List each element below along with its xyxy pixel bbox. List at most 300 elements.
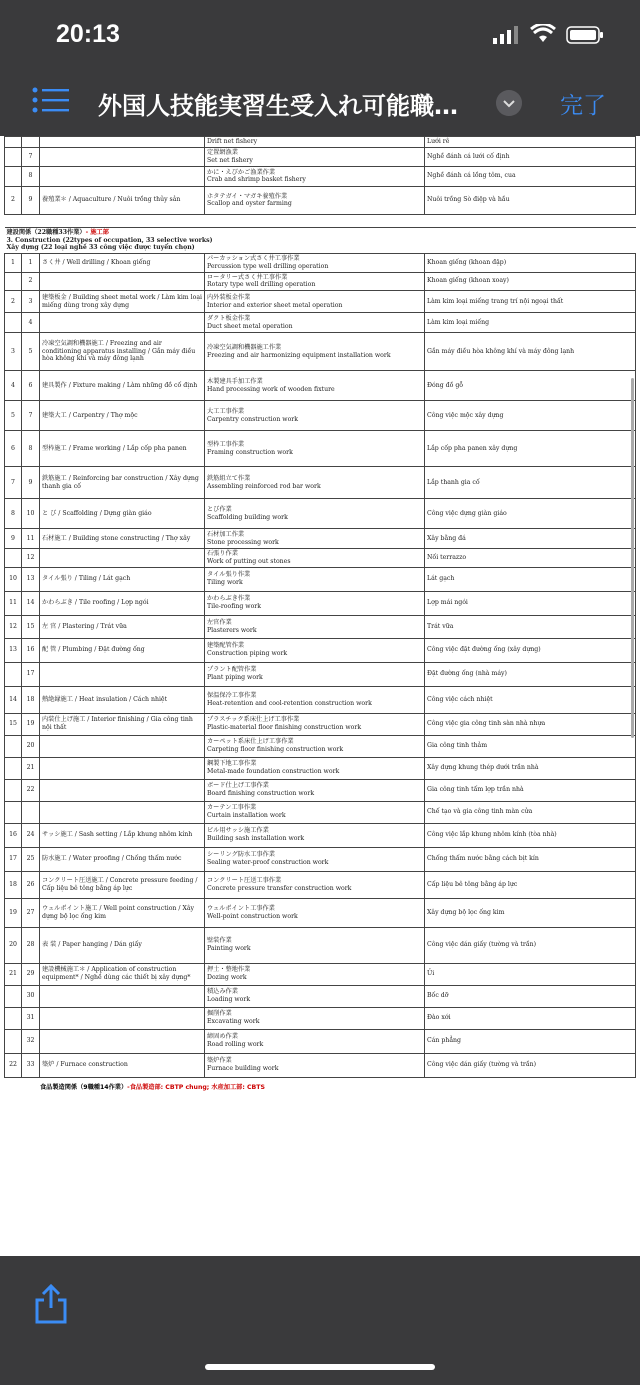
occupation-cell xyxy=(40,898,205,927)
vietnamese-cell: Lát gạch xyxy=(425,567,636,591)
work-name-en: Framing construction work xyxy=(207,448,293,456)
table-row xyxy=(5,898,636,927)
work-cell xyxy=(205,963,425,985)
work-name-en: Plastic-material floor finishing construction work xyxy=(207,724,362,731)
row-number xyxy=(5,549,22,568)
work-name-ja: 型枠工事作業 xyxy=(207,440,245,448)
occupation-cell xyxy=(40,549,205,568)
table-row xyxy=(5,567,636,591)
work-name-en: Sealing water-proof construction work xyxy=(207,859,329,866)
work-number: 13 xyxy=(22,567,40,591)
vietnamese-cell: Lợp mái ngói xyxy=(425,591,636,615)
work-number: 4 xyxy=(22,313,40,333)
work-name-ja: 木製建具手加工作業 xyxy=(207,377,263,385)
section-en: 3. Construction (22types of occupation, 33 selective works) xyxy=(6,236,213,244)
occupation-name: 防水施工 / Water proofing / Chống thấm nước xyxy=(42,855,182,863)
vietnamese-cell: Nghề đánh cá lưới cố định xyxy=(425,147,636,166)
document-title: 外国人技能実習生受入れ可能職… xyxy=(98,92,458,120)
work-number: 15 xyxy=(22,615,40,638)
work-number: 11 xyxy=(22,529,40,549)
work-name-en: Tile-roofing work xyxy=(207,603,262,610)
occupation-cell xyxy=(40,638,205,662)
vietnamese-cell: Xây dựng bộ lọc ống kim xyxy=(425,898,636,927)
occupation-cell xyxy=(40,254,205,273)
work-cell xyxy=(205,529,425,549)
work-number: 18 xyxy=(22,686,40,713)
vietnamese-cell: Bốc dỡ xyxy=(425,985,636,1007)
work-number: 10 xyxy=(22,499,40,529)
wifi-icon xyxy=(530,24,556,44)
work-cell xyxy=(205,147,425,166)
table-row xyxy=(5,985,636,1007)
occupation-name: 建築板金 / Building sheet metal work / Làm kim loại miếng dùng trong xây dựng xyxy=(42,293,203,309)
footer-title: 食品製造関係（9職種14作業） xyxy=(40,1083,128,1091)
occupation-cell xyxy=(40,735,205,757)
vietnamese-cell: Công việc dán giấy (tường và trần) xyxy=(425,927,636,963)
work-cell xyxy=(205,291,425,313)
table-row xyxy=(5,801,636,823)
work-name-en: Hand processing work of wooden fixture xyxy=(207,385,335,393)
row-number xyxy=(5,313,22,333)
row-number xyxy=(5,147,22,166)
occupation-cell xyxy=(40,591,205,615)
work-name-ja: ビル用サッシ施工作業 xyxy=(207,827,269,835)
row-number: 5 xyxy=(5,401,22,431)
occupation-name: タイル張り / Tiling / Lát gạch xyxy=(42,575,131,583)
occupation-name: 配 管 / Plumbing / Đặt đường ống xyxy=(42,646,145,654)
row-number xyxy=(5,166,22,186)
work-number: 8 xyxy=(22,166,40,186)
work-number: 8 xyxy=(22,431,40,467)
work-number: 9 xyxy=(22,186,40,214)
work-name-en: Carpeting floor finishing construction work xyxy=(207,746,344,753)
work-name-ja: 建築配管作業 xyxy=(207,642,245,650)
table-row xyxy=(5,431,636,467)
work-cell xyxy=(205,1053,425,1077)
work-name-ja: 定置網漁業 xyxy=(207,149,238,156)
work-name-ja: ダクト板金作業 xyxy=(207,314,251,322)
work-name-ja: タイル張り作業 xyxy=(207,571,251,579)
work-cell xyxy=(205,431,425,467)
row-number: 20 xyxy=(5,927,22,963)
vietnamese-cell: Gia công tinh thảm xyxy=(425,735,636,757)
work-name-ja: パーカッション式さく井工事作業 xyxy=(207,255,300,262)
work-name-en: Dozing work xyxy=(207,974,247,981)
row-number: 22 xyxy=(5,1053,22,1077)
work-number: 31 xyxy=(22,1007,40,1029)
work-name-en: Heat-retention and cool-retention construction work xyxy=(207,699,372,707)
work-name-en: Assembling reinforced rod bar work xyxy=(207,482,321,490)
work-name-ja: とび作業 xyxy=(207,505,232,513)
vietnamese-cell: Đặt đường ống (nhà máy) xyxy=(425,662,636,686)
work-number: 27 xyxy=(22,898,40,927)
table-row xyxy=(5,591,636,615)
work-name-en: Curtain installation work xyxy=(207,812,286,819)
occupation-cell xyxy=(40,823,205,847)
table-row xyxy=(5,735,636,757)
work-number: 7 xyxy=(22,147,40,166)
vietnamese-cell: Chế tạo và gia công tinh màn cửa xyxy=(425,801,636,823)
work-cell xyxy=(205,735,425,757)
work-number: 5 xyxy=(22,333,40,371)
row-number: 14 xyxy=(5,686,22,713)
work-name-en: Painting work xyxy=(207,945,251,952)
vietnamese-cell: Cấp liệu bê tông bằng áp lực xyxy=(425,871,636,898)
work-cell xyxy=(205,499,425,529)
occupation-name: と び / Scaffolding / Dựng giàn giáo xyxy=(42,509,152,517)
work-name-en: Scaffolding building work xyxy=(207,513,288,521)
vietnamese-cell: Khoan giếng (khoan đập) xyxy=(425,254,636,273)
bottom-toolbar xyxy=(0,1256,640,1385)
work-name-ja: 積込み作業 xyxy=(207,988,238,996)
table-row xyxy=(5,713,636,735)
occupation-name: コンクリート圧送施工 / Concrete pressure feeding / Cấp liệu bê tông bằng áp lực xyxy=(42,876,198,892)
work-number: 14 xyxy=(22,591,40,615)
occupation-cell xyxy=(40,1053,205,1077)
work-name-ja: ボード仕上げ工事作業 xyxy=(207,782,269,790)
occupation-cell xyxy=(40,1029,205,1053)
occupation-cell xyxy=(40,186,205,214)
vietnamese-cell: Công việc dựng giàn giáo xyxy=(425,499,636,529)
table-row xyxy=(5,871,636,898)
work-number: 26 xyxy=(22,871,40,898)
row-number: 2 xyxy=(5,291,22,313)
work-cell xyxy=(205,686,425,713)
table-row xyxy=(5,615,636,638)
work-name-ja: かに・えびかご漁業作業 xyxy=(207,168,276,176)
occupation-cell xyxy=(40,137,205,148)
row-number: 13 xyxy=(5,638,22,662)
occupation-cell xyxy=(40,779,205,801)
section-title-red: - 施工部 xyxy=(85,228,109,236)
work-number: 28 xyxy=(22,927,40,963)
occupation-cell xyxy=(40,371,205,401)
vietnamese-cell: Gia công tinh tấm lợp trần nhà xyxy=(425,779,636,801)
row-number: 18 xyxy=(5,871,22,898)
row-number xyxy=(5,801,22,823)
vietnamese-cell: Làm kim loại miếng xyxy=(425,313,636,333)
occupation-cell xyxy=(40,686,205,713)
work-name-ja: ロータリー式さく井工事作業 xyxy=(207,273,288,281)
work-name-en: Scallop and oyster farming xyxy=(207,200,292,208)
work-cell xyxy=(205,757,425,779)
vietnamese-cell: Đào xới xyxy=(425,1007,636,1029)
occupation-name: 築炉 / Furnace construction xyxy=(42,1061,128,1069)
table-row xyxy=(5,847,636,871)
row-number xyxy=(5,1007,22,1029)
work-name-ja: 掘削作業 xyxy=(207,1010,232,1018)
occupation-cell xyxy=(40,166,205,186)
work-number: 33 xyxy=(22,1053,40,1077)
work-name-ja: 左官作業 xyxy=(207,618,232,626)
work-name-en: Carpentry construction work xyxy=(207,415,299,423)
vietnamese-cell: Lưới rê xyxy=(425,137,636,148)
occupation-cell xyxy=(40,1007,205,1029)
work-number: 9 xyxy=(22,467,40,499)
vietnamese-cell: Đóng đồ gỗ xyxy=(425,371,636,401)
work-name-ja: 押土・整地作業 xyxy=(207,966,251,974)
work-name-ja: コンクリート圧送工事作業 xyxy=(207,876,282,884)
vietnamese-cell: Gắn máy điều hòa không khí và máy đông lạnh xyxy=(425,333,636,371)
work-name-en: Duct sheet metal operation xyxy=(207,322,293,330)
row-number xyxy=(5,662,22,686)
vietnamese-cell: Nuôi trồng Sò điệp và hầu xyxy=(425,186,636,214)
work-cell xyxy=(205,713,425,735)
chevron-down-icon[interactable] xyxy=(496,90,522,116)
occupation-name: ウェルポイント施工 / Well point construction / Xây dựng bộ lọc ống kim xyxy=(42,904,195,920)
work-cell xyxy=(205,166,425,186)
occupation-cell xyxy=(40,662,205,686)
table-row xyxy=(5,927,636,963)
work-cell xyxy=(205,333,425,371)
row-number xyxy=(5,1029,22,1053)
footer-title-red: -食品製造部: CBTP chung; 水産加工部: CBTS xyxy=(127,1083,265,1091)
table-row xyxy=(5,529,636,549)
occupation-cell xyxy=(40,333,205,371)
occupation-cell xyxy=(40,313,205,333)
work-name-en: Freezing and air harmonizing equipment installation work xyxy=(207,351,391,359)
vietnamese-cell: Công việc đặt đường ống (xây dựng) xyxy=(425,638,636,662)
occupation-name: 建築大工 / Carpentry / Thợ mộc xyxy=(42,411,138,419)
row-number xyxy=(5,985,22,1007)
scroll-indicator[interactable] xyxy=(631,378,634,738)
work-name-ja: ウェルポイント工事作業 xyxy=(207,904,275,912)
table-row xyxy=(5,166,636,186)
clock: 20:13 xyxy=(56,20,120,48)
work-number xyxy=(22,137,40,148)
section-header xyxy=(5,227,636,253)
table-row xyxy=(5,757,636,779)
occupation-name: 建具製作 / Fixture making / Làm những đồ cố định xyxy=(42,381,198,389)
document-page[interactable] xyxy=(0,136,640,1256)
row-number: 16 xyxy=(5,823,22,847)
vietnamese-cell: Cán phẳng xyxy=(425,1029,636,1053)
row-number: 2 xyxy=(5,186,22,214)
row-number: 9 xyxy=(5,529,22,549)
table-row xyxy=(5,686,636,713)
table-row xyxy=(5,1007,636,1029)
work-name-ja: かわらぶき作業 xyxy=(207,595,251,603)
occupation-name: 建設機械施工＊ / Application of construction equipment* / Nghề dùng các thiết bị xây dựng* xyxy=(42,966,191,981)
battery-icon xyxy=(566,26,604,44)
vietnamese-cell: Công việc lắp khung nhôm kính (tòa nhà) xyxy=(425,823,636,847)
vietnamese-cell: Làm kim loại miếng trang trí nội ngoại thất xyxy=(425,291,636,313)
work-cell xyxy=(205,591,425,615)
occupation-cell xyxy=(40,871,205,898)
occupation-cell xyxy=(40,927,205,963)
work-cell xyxy=(205,638,425,662)
row-number xyxy=(5,137,22,148)
table-row xyxy=(5,147,636,166)
work-name-ja: 保温保冷工事作業 xyxy=(207,691,257,699)
work-cell xyxy=(205,662,425,686)
top-table xyxy=(4,136,636,215)
work-name-en: Plant piping work xyxy=(207,674,263,681)
table-row xyxy=(5,371,636,401)
table-row xyxy=(5,662,636,686)
work-cell xyxy=(205,401,425,431)
table-row xyxy=(5,823,636,847)
work-cell xyxy=(205,137,425,148)
work-name-ja: プラント配管作業 xyxy=(207,666,257,674)
work-number: 2 xyxy=(22,272,40,291)
table-row xyxy=(5,467,636,499)
work-cell xyxy=(205,927,425,963)
row-number xyxy=(5,272,22,291)
cellular-signal-icon xyxy=(493,26,519,44)
vietnamese-cell: Công việc mộc xây dựng xyxy=(425,401,636,431)
occupation-cell xyxy=(40,467,205,499)
table-row xyxy=(5,779,636,801)
vietnamese-cell: Lắp cốp pha panen xây dựng xyxy=(425,431,636,467)
work-cell xyxy=(205,272,425,291)
row-number: 10 xyxy=(5,567,22,591)
work-name-en: Loading work xyxy=(207,996,251,1003)
table-row xyxy=(5,333,636,371)
row-number: 1 xyxy=(5,254,22,273)
work-number: 29 xyxy=(22,963,40,985)
table-row xyxy=(5,963,636,985)
occupation-cell xyxy=(40,529,205,549)
construction-table xyxy=(4,227,636,1078)
occupation-cell xyxy=(40,291,205,313)
occupation-name: サッシ施工 / Sash setting / Lắp khung nhôm kính xyxy=(42,831,193,839)
work-number: 30 xyxy=(22,985,40,1007)
work-name-ja: ホタテガイ・マガキ養殖作業 xyxy=(207,192,288,200)
table-row xyxy=(5,549,636,568)
work-name-en: Furnace building work xyxy=(207,1065,279,1072)
vietnamese-cell: Nối terrazzo xyxy=(425,549,636,568)
vietnamese-cell: Chống thấm nước bằng cách bịt kín xyxy=(425,847,636,871)
table-row xyxy=(5,1053,636,1077)
table-row xyxy=(5,137,636,148)
list-icon[interactable] xyxy=(32,86,70,114)
occupation-cell xyxy=(40,401,205,431)
occupation-name: 石材施工 / Building stone constructing / Thợ xây xyxy=(42,534,191,542)
row-number: 7 xyxy=(5,467,22,499)
work-cell xyxy=(205,467,425,499)
work-cell xyxy=(205,898,425,927)
row-number xyxy=(5,735,22,757)
occupation-name: 型枠施工 / Frame working / Lắp cốp pha panen xyxy=(42,444,187,452)
table-row xyxy=(5,291,636,313)
work-name-ja: 壁装作業 xyxy=(207,937,232,945)
occupation-name: 表 装 / Paper hanging / Dán giấy xyxy=(42,941,142,949)
work-name-en: Board finishing construction work xyxy=(207,790,315,797)
work-number: 25 xyxy=(22,847,40,871)
work-name-ja: シーリング防水工事作業 xyxy=(207,851,275,859)
work-cell xyxy=(205,801,425,823)
work-cell xyxy=(205,779,425,801)
row-number: 8 xyxy=(5,499,22,529)
work-name-en: Excavating work xyxy=(207,1018,260,1025)
section-title: 建設関係（22職種33作業） xyxy=(6,228,86,236)
vietnamese-cell: Xây bằng đá xyxy=(425,529,636,549)
home-indicator[interactable] xyxy=(205,1364,435,1370)
occupation-cell xyxy=(40,757,205,779)
vietnamese-cell: Công việc dán giấy (tường và trần) xyxy=(425,1053,636,1077)
section-vi: Xây dựng (22 loại nghề 33 công việc được tuyển chọn) xyxy=(6,244,195,252)
occupation-cell xyxy=(40,713,205,735)
work-number: 7 xyxy=(22,401,40,431)
vietnamese-cell: Công việc cách nhiệt xyxy=(425,686,636,713)
work-cell xyxy=(205,847,425,871)
work-name-ja: 鋼製下地工事作業 xyxy=(207,760,257,768)
occupation-cell xyxy=(40,431,205,467)
vietnamese-cell: Xây dựng khung thép dưới trần nhà xyxy=(425,757,636,779)
work-name-en: Construction piping work xyxy=(207,650,288,657)
work-cell xyxy=(205,313,425,333)
occupation-cell xyxy=(40,801,205,823)
occupation-name: 左 官 / Plastering / Trát vữa xyxy=(42,622,127,630)
occupation-cell xyxy=(40,147,205,166)
work-number: 17 xyxy=(22,662,40,686)
work-cell xyxy=(205,549,425,568)
table-row xyxy=(5,186,636,214)
work-name-en: Plasterers work xyxy=(207,626,257,634)
work-number: 32 xyxy=(22,1029,40,1053)
row-number xyxy=(5,757,22,779)
row-number: 4 xyxy=(5,371,22,401)
work-name-ja: プラスチック系床仕上げ工事作業 xyxy=(207,716,300,724)
occupation-name: さく井 / Well drilling / Khoan giếng xyxy=(42,258,151,266)
work-name-en: Stone processing work xyxy=(207,538,279,546)
work-cell xyxy=(205,567,425,591)
work-cell xyxy=(205,186,425,214)
occupation-name: 養殖業＊ / Aquaculture / Nuôi trồng thủy sản xyxy=(42,196,181,204)
work-name-ja: 大工工事作業 xyxy=(207,407,245,415)
row-number: 17 xyxy=(5,847,22,871)
work-name-en: Concrete pressure transfer construction work xyxy=(207,884,352,892)
work-name-ja: カーペット系床仕上げ工事作業 xyxy=(207,738,294,746)
occupation-name: かわらぶき / Tile roofing / Lợp ngói xyxy=(42,599,149,607)
work-name-en: Set net fishery xyxy=(207,156,253,164)
work-name-en: Well-point construction work xyxy=(207,912,298,920)
work-cell xyxy=(205,371,425,401)
occupation-cell xyxy=(40,499,205,529)
work-name-ja: 内外装板金作業 xyxy=(207,293,251,301)
occupation-cell xyxy=(40,272,205,291)
footer-section xyxy=(0,1078,640,1095)
table-row xyxy=(5,499,636,529)
work-number xyxy=(22,801,40,823)
work-name-en: Percussion type well drilling operation xyxy=(207,262,329,270)
work-cell xyxy=(205,615,425,638)
work-cell xyxy=(205,823,425,847)
vietnamese-cell: Ủi xyxy=(425,963,636,985)
vietnamese-cell: Khoan giếng (khoan xoay) xyxy=(425,272,636,291)
done-button[interactable]: 完了 xyxy=(560,93,606,119)
status-bar xyxy=(0,0,640,66)
work-name-ja: カーテン工事作業 xyxy=(207,804,257,812)
vietnamese-cell: Lắp thanh gia cố xyxy=(425,467,636,499)
row-number: 15 xyxy=(5,713,22,735)
navigation-bar xyxy=(0,66,640,136)
work-name-en: Rotary type well drilling operation xyxy=(207,281,316,289)
work-name-en: Building sash installation work xyxy=(207,835,305,842)
occupation-name: 鉄筋施工 / Reinforcing bar construction / Xây dựng thanh gia cố xyxy=(42,474,199,490)
work-name-en: Crab and shrimp basket fishery xyxy=(207,176,306,184)
table-row xyxy=(5,1029,636,1053)
work-name-en: Work of putting out stones xyxy=(207,557,291,565)
share-icon[interactable] xyxy=(34,1284,68,1324)
table-row xyxy=(5,313,636,333)
work-number: 20 xyxy=(22,735,40,757)
work-number: 22 xyxy=(22,779,40,801)
work-cell xyxy=(205,1029,425,1053)
vietnamese-cell: Công việc gia công tinh sàn nhà nhựa xyxy=(425,713,636,735)
work-cell xyxy=(205,871,425,898)
